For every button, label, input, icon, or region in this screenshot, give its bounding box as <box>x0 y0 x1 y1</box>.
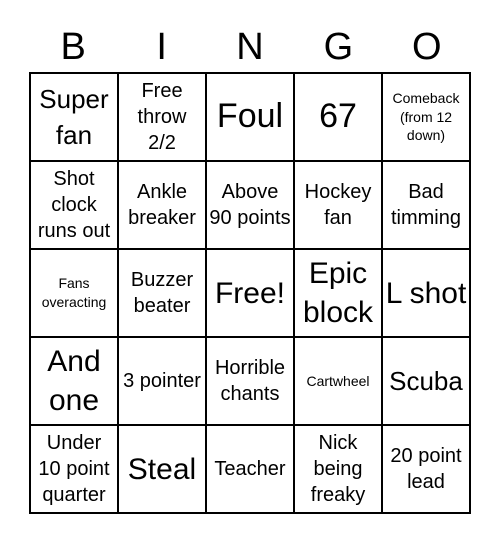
bingo-cell[interactable] <box>118 161 206 249</box>
bingo-cell-text: Cartwheel <box>306 372 370 389</box>
bingo-cell[interactable] <box>206 337 294 425</box>
bingo-cell[interactable] <box>206 161 294 249</box>
bingo-cell[interactable] <box>382 73 470 161</box>
bingo-cell-text: Bad timming <box>390 181 461 229</box>
header-letter-o: O <box>412 25 442 68</box>
bingo-cell[interactable] <box>294 337 382 425</box>
bingo-cell-text: Shot clock runs out <box>37 168 111 242</box>
bingo-cell-text: Fans overacting <box>41 275 107 310</box>
header-letter-n: N <box>236 25 264 68</box>
bingo-cell[interactable] <box>294 161 382 249</box>
bingo-cell-text: Scuba <box>389 365 463 396</box>
bingo-cell-text: Epic block <box>302 257 374 329</box>
bingo-cell[interactable] <box>294 425 382 513</box>
bingo-cell-text: 3 pointer <box>123 370 201 392</box>
bingo-cell-text: Free throw 2/2 <box>137 80 187 154</box>
header-letter-b: B <box>60 25 86 68</box>
bingo-cell-text: Comeback (from 12 down) <box>392 89 460 144</box>
bingo-board <box>29 72 471 514</box>
bingo-cell-text: Foul <box>216 97 284 136</box>
bingo-cell[interactable] <box>30 249 118 337</box>
bingo-cell[interactable] <box>118 337 206 425</box>
bingo-cell-text: Buzzer beater <box>130 269 194 317</box>
bingo-cell[interactable] <box>382 249 470 337</box>
bingo-cell-text: 20 point lead <box>390 445 462 493</box>
bingo-cell-text: Horrible chants <box>214 357 286 405</box>
bingo-cell-text: Under 10 point quarter <box>38 432 110 506</box>
bingo-cell[interactable] <box>382 425 470 513</box>
bingo-cell[interactable] <box>118 425 206 513</box>
header-letter-g: G <box>323 25 354 68</box>
bingo-cell-text: L shot <box>385 276 467 310</box>
bingo-cell-text: Nick being freaky <box>310 432 366 506</box>
bingo-cell[interactable] <box>382 337 470 425</box>
bingo-cell[interactable] <box>30 337 118 425</box>
bingo-header <box>29 22 471 72</box>
bingo-cell[interactable] <box>30 161 118 249</box>
bingo-cell[interactable] <box>118 73 206 161</box>
bingo-cell[interactable] <box>118 249 206 337</box>
bingo-cell[interactable] <box>294 249 382 337</box>
bingo-cell[interactable] <box>30 73 118 161</box>
bingo-cell-text: Hockey fan <box>304 181 372 229</box>
bingo-cell[interactable] <box>382 161 470 249</box>
free-space-cell[interactable] <box>206 249 294 337</box>
bingo-cell-text: Super fan <box>39 83 109 150</box>
bingo-cell[interactable] <box>206 73 294 161</box>
bingo-cell-text: And one <box>47 345 101 417</box>
header-letter-i: I <box>156 25 167 68</box>
bingo-cell-text: Teacher <box>214 458 286 480</box>
bingo-cell[interactable] <box>294 73 382 161</box>
bingo-cell-text: 67 <box>319 97 357 136</box>
bingo-cell-text: Above 90 points <box>209 181 291 229</box>
bingo-cell[interactable] <box>206 425 294 513</box>
bingo-cell-text: Steal <box>127 452 197 486</box>
bingo-cell-text: Ankle breaker <box>128 181 196 229</box>
bingo-cell[interactable] <box>30 425 118 513</box>
free-space-text: Free! <box>214 276 286 310</box>
